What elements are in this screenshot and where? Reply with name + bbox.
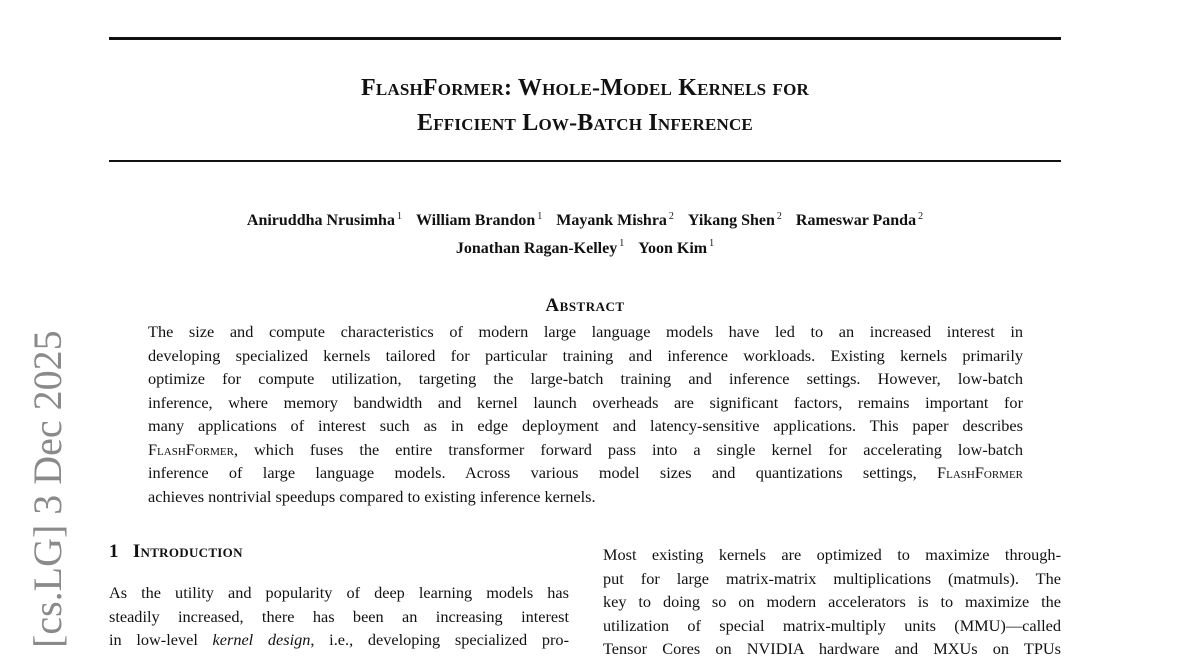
body-line: in low-level kernel design, i.e., developing specialized pro- bbox=[109, 630, 569, 649]
body-line: utilization of special matrix-multiply units (MMU)—called bbox=[603, 615, 1061, 635]
paper-title bbox=[109, 71, 1061, 141]
title-line-1: FlashFormer: Whole-Model Kernels for bbox=[360, 75, 810, 101]
body-line: put for large matrix-matrix multiplications (matmuls). The bbox=[603, 568, 1061, 588]
author: Mayank Mishra $^2$ bbox=[556, 211, 674, 230]
author-line-2 bbox=[109, 232, 1061, 259]
title-rule-bottom bbox=[109, 160, 1061, 162]
section-title: Introduction bbox=[132, 541, 243, 562]
author-list bbox=[109, 205, 1061, 260]
author-line-1 bbox=[109, 205, 1061, 232]
abstract-line: The size and compute characteristics of modern large language models have led to an increased interest in bbox=[148, 322, 1023, 341]
author: Jonathan Ragan-Kelley $^1$ bbox=[455, 238, 625, 257]
title-line-2: Efficient Low-Batch Inference bbox=[417, 110, 753, 136]
body-line: Most existing kernels are optimized to maximize through- bbox=[603, 545, 1061, 564]
title-rule-top bbox=[109, 37, 1061, 40]
author: Yoon Kim $^1$ bbox=[638, 238, 715, 257]
abstract-heading: Abstract bbox=[545, 295, 625, 316]
author: William Brandon $^1$ bbox=[415, 211, 543, 230]
abstract-line: many applications of interest such as in edge deployment and latency-sensitive applications. This paper describes bbox=[148, 416, 1023, 435]
body-line: Tensor Cores on NVIDIA hardware and MXUs on TPUs bbox=[603, 639, 1061, 658]
body-line: key to doing so on modern accelerators is to maximize the bbox=[603, 592, 1061, 611]
author: Yikang Shen $^2$ bbox=[687, 211, 782, 230]
arxiv-stamp: [cs.LG] 3 Dec 2025 bbox=[25, 330, 70, 648]
author: Rameswar Panda $^2$ bbox=[795, 211, 924, 230]
body-line: As the utility and popularity of deep learning models has bbox=[109, 583, 569, 602]
abstract-line: FlashFormer, which fuses the entire transformer forward pass into a single kernel for accelerating low-batch bbox=[148, 439, 1023, 459]
body-line: steadily increased, there has been an increasing interest bbox=[109, 606, 569, 626]
abstract-line: inference, where memory bandwidth and kernel launch overheads are significant factors, remains important for bbox=[148, 392, 1023, 412]
section-number: 1 bbox=[109, 541, 119, 562]
abstract-line: developing specialized kernels tailored for particular training and inference workloads. Existing kernels primarily bbox=[148, 345, 1023, 365]
abstract-line: inference of large language models. Across various model sizes and quantizations settings, FlashFormer bbox=[148, 463, 1023, 482]
abstract-body bbox=[148, 320, 1023, 508]
intro-left-column bbox=[109, 581, 569, 652]
abstract-line: optimize for compute utilization, targeting the large-batch training and inference settings. However, low-batch bbox=[148, 369, 1023, 388]
section-heading-introduction bbox=[109, 541, 243, 563]
author: Aniruddha Nrusimha $^1$ bbox=[246, 211, 402, 230]
abstract-line: achieves nontrivial speedups compared to existing inference kernels. bbox=[148, 486, 596, 506]
intro-right-column bbox=[603, 543, 1061, 661]
